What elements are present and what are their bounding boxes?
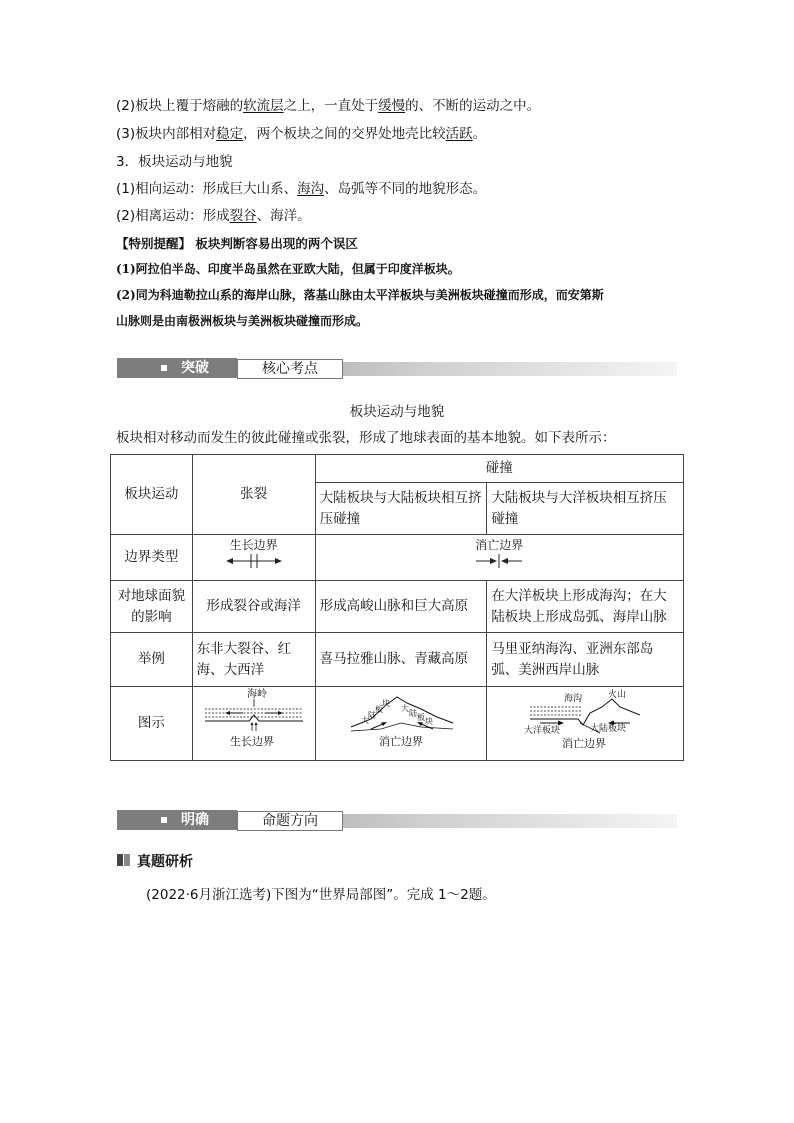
cell-example-cc: 喜马拉雅山脉、青藏高原 [315, 633, 487, 687]
underlined-term: 稳定 [216, 126, 244, 142]
motion-line-1 [116, 179, 486, 199]
co-caption: 消亡边界 [562, 737, 607, 750]
cell-example-tear: 东非大裂谷、红海、大西洋 [192, 633, 315, 687]
tip-line-2: (2)同为科迪勒拉山系的海岸山脉，落基山脉由太平洋板块与美洲板块碰撞而形成，而安第斯 [116, 288, 604, 302]
label-char: 陆 [408, 709, 417, 718]
label-char: 块 [381, 699, 390, 708]
bookmark-icon [117, 852, 135, 868]
cell-continental-continental: 大陆板块与大陆板块相互挤压碰撞 [315, 483, 487, 535]
sec2-title: 真题研析 [137, 854, 193, 870]
cell-diagram-co [487, 687, 684, 761]
banner-label: 核心考点 [237, 359, 343, 379]
question-text: (2022·6月浙江选考)下图为“世界局部图”。完成 1～2题。 [146, 887, 496, 903]
section-banner-breakthrough [117, 358, 677, 380]
intro-line-2 [116, 96, 540, 116]
intro-line-3 [116, 124, 486, 144]
heading-3: 3．板块运动与地貌 [116, 154, 233, 170]
text: (3)板块内部相对 [116, 126, 217, 142]
text: (2)板块上覆于熔融的 [116, 98, 244, 114]
text: (2)相离运动：形成 [116, 208, 230, 224]
ridge-label: 海岭 [246, 689, 267, 700]
text: 、海洋。 [256, 208, 311, 224]
underlined-term: 活跃 [445, 126, 473, 142]
text: 之上，一直处于 [283, 98, 379, 114]
banner-tag [117, 358, 237, 378]
ocean-continent-diagram [520, 687, 650, 753]
text: 的、不断的运动之中。 [405, 98, 541, 114]
cell-head-example: 举例 [111, 633, 193, 687]
cell-collide: 碰撞 [315, 455, 683, 483]
cell-head-boundary: 边界类型 [111, 535, 193, 581]
underlined-term: 海沟 [297, 181, 325, 197]
section-banner-clarify [117, 810, 677, 832]
cell-consume-boundary [315, 535, 683, 581]
cell-impact-tear: 形成裂谷或海洋 [192, 581, 315, 633]
plate-motion-table [110, 454, 684, 761]
ridge-diagram [199, 687, 309, 753]
tip-title: 【特别提醒】 板块判断容易出现的两个误区 [116, 236, 358, 251]
square-icon [161, 365, 167, 371]
ocean-plate-label: 大洋板块 [524, 726, 561, 736]
underlined-term: 软流层 [243, 98, 284, 114]
text: 、岛弧等不同的地貌形态。 [324, 181, 487, 197]
tip-body [116, 256, 676, 334]
banner-tag [117, 810, 237, 830]
section-title: 板块运动与地貌 [349, 404, 445, 420]
cell-impact-co: 在大洋板块上形成海沟；在大陆板块上形成岛弧、海岸山脉 [487, 581, 684, 633]
tip-line-1: (1)阿拉伯半岛、印度半岛虽然在亚欧大陆，但属于印度洋板块。 [116, 262, 460, 276]
label-char: 板 [416, 713, 425, 722]
cell-diagram-grow [192, 687, 315, 761]
grow-boundary-label: 生长边界 [229, 538, 278, 552]
tip-line-3: 山脉则是由南极洲板块与美洲板块碰撞而形成。 [116, 314, 369, 328]
cell-tear: 张裂 [192, 455, 315, 535]
continent-plate-label: 大陆板块 [590, 724, 627, 734]
label-char: 板 [374, 705, 383, 714]
cell-diagram-cc [315, 687, 487, 761]
label-char: 陆 [367, 711, 376, 720]
cell-head-diagram: 图示 [111, 687, 193, 761]
text: ，两个板块之间的交界处地壳比较 [243, 126, 446, 142]
cell-head-motion: 板块运动 [111, 455, 193, 535]
trench-label: 海沟 [564, 694, 583, 704]
banner-tag-text: 明确 [181, 812, 209, 828]
banner-label: 命题方向 [237, 811, 343, 831]
label-char: 大 [400, 704, 409, 713]
underlined-term: 裂谷 [229, 208, 257, 224]
square-icon [161, 817, 167, 823]
cell-impact-cc: 形成高峻山脉和巨大高原 [315, 581, 487, 633]
text: (1)相向运动：形成巨大山系、 [116, 181, 298, 197]
underlined-term: 缓慢 [378, 98, 406, 114]
cell-example-co: 马里亚纳海沟、亚洲东部岛弧、美洲西岸山脉 [487, 633, 684, 687]
cell-continental-oceanic: 大陆板块与大洋板块相互挤压碰撞 [487, 483, 684, 535]
text: 。 [472, 126, 487, 142]
motion-line-2 [116, 206, 311, 226]
label-char: 大 [360, 716, 369, 725]
ridge-caption: 生长边界 [229, 735, 274, 748]
cc-caption: 消亡边界 [378, 735, 423, 748]
consume-boundary-label: 消亡边界 [475, 538, 524, 552]
cell-head-impact: 对地球面貌的影响 [111, 581, 193, 633]
divergent-arrows-icon [224, 552, 284, 570]
cell-grow-boundary [192, 535, 315, 581]
banner-tag-text: 突破 [181, 360, 209, 376]
continental-collision-diagram [341, 687, 461, 753]
convergent-arrows-icon [474, 552, 524, 570]
section-intro: 板块相对移动而发生的彼此碰撞或张裂，形成了地球表面的基本地貌。如下表所示： [116, 430, 616, 446]
label-char: 块 [424, 717, 433, 726]
volcano-label: 火山 [608, 690, 627, 700]
